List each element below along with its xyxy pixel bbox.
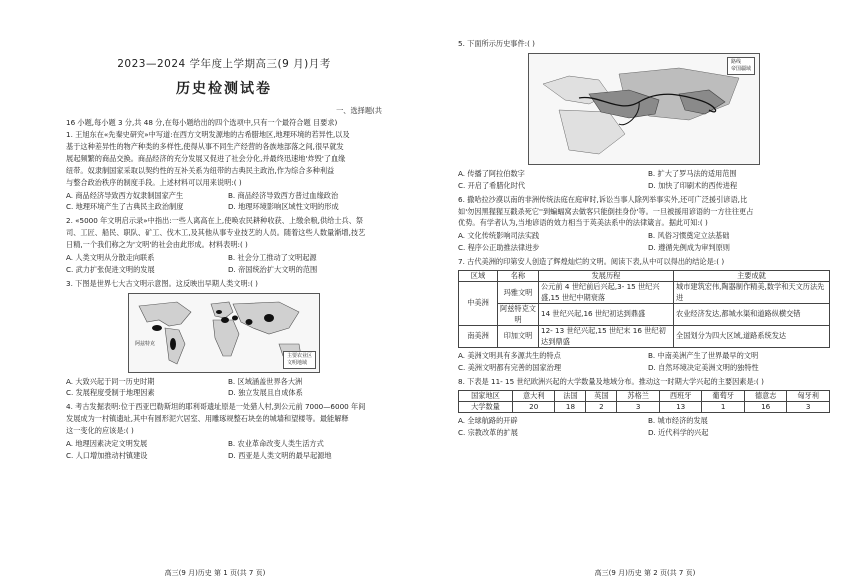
question-7: 7. 古代美洲的印第安人创造了辉煌灿烂的文明。阅读下表,从中可以得出的结论是:( ) 区域 名称 发展历程 主要成就 中美洲 玛雅文明 公元前 4 世纪前后兴起,3- 15 世纪兴盛,15 世纪中期衰落 城市建筑宏伟,陶器制作精美,数学和天文历法先进 阿兹特克文明 14 世纪兴起,16 世纪初达到鼎盛 农业经济发达,都城水渠和道路纵横交错 南美洲 印加文明 12- 13 世纪兴起,15 世纪末 16 世纪初达到鼎盛 全国划分为四大区域,道路系统发达 A. 美洲文明具有多源共生的特点 B. 中南美洲产生了世界最早的文明 C. 美洲文明都有完善的国家治理 D. 自然环境决定美洲文明的独特性 xyxy=(458,256,830,374)
q4-option-c: C. 人口增加推动村镇建设 xyxy=(66,450,148,460)
table-row: 大学数量 20 18 2 3 13 1 16 3 xyxy=(459,402,830,413)
q4-option-a: A. 地理因素决定文明发展 xyxy=(66,438,148,448)
q8-option-c: C. 宗教改革的扩展 xyxy=(458,428,518,438)
section-instructions: 16 小题,每小题 3 分,共 48 分,在每小题给出的四个选项中,只有一个最符合题 目要求) xyxy=(66,118,338,128)
q6-option-b: B. 风俗习惯奠定立法基础 xyxy=(648,231,730,241)
table-row: 南美洲 印加文明 12- 13 世纪兴起,15 世纪末 16 世纪初达到鼎盛 全国划分为四大区域,道路系统发达 xyxy=(459,326,830,348)
route-map-legend: 路线 帝国疆域 xyxy=(727,57,755,75)
q2-option-b: B. 社会分工推动了文明起源 xyxy=(228,252,317,262)
question-5: 5. 下面所示历史事件:( ) 路线 帝国疆域 A. 传播了阿拉伯数字 B. 扩大了罗马法的适用范围 C. 开启了希腊化时代 D. 加快了印刷术的西传进程 xyxy=(458,38,830,192)
table-row: 国家地区 意大利 法国 英国 苏格兰 西班牙 葡萄牙 德意志 匈牙利 xyxy=(459,390,830,401)
america-civilizations-table: 区域 名称 发展历程 主要成就 中美洲 玛雅文明 公元前 4 世纪前后兴起,3- 15 世纪兴盛,15 世纪中期衰落 城市建筑宏伟,陶器制作精美,数学和天文历法先进 阿兹特克文明 14 世纪兴起,16 世纪初达到鼎盛 农业经济发达,都城水渠和道路纵横交错 南美洲 印加文明 12- 13 世纪兴起,15 世纪末 16 世纪初达到鼎盛 全国划分为四大区域,道路系统发达 xyxy=(458,270,830,348)
q6-option-a: A. 文化传统影响司法实践 xyxy=(458,231,540,241)
ancient-civilizations-map xyxy=(128,293,320,373)
q7-option-c: C. 美洲文明都有完善的国家治理 xyxy=(458,362,562,372)
q2-option-c: C. 武力扩张促进文明的发展 xyxy=(66,264,155,274)
q1-option-a: A. 商品经济导致西方奴隶制国家产生 xyxy=(66,190,184,200)
q7-option-a: A. 美洲文明具有多源共生的特点 xyxy=(458,350,561,360)
route-map-graphic xyxy=(529,54,759,164)
q6-option-c: C. 程序公正助推法律进步 xyxy=(458,243,540,253)
question-3: 3. 下图是世界七大古文明示意图。这反映出早期人类文明:( ) 阿兹特克 主要农业区 文明地域 A. 大致兴起于同一历史时期 B. 区域涵盖世界各大洲 C. 发展程度受制于地理因素 D. 独立发展且自成体系 xyxy=(66,278,382,400)
question-1: 1. 王旭东在«先秦史研究»中写道:在西方文明发源地的古希腊地区,地理环境的若异性,以及 基于这种差异性的物产种类的多样性,使得从事不同生产经营的各族地部落之间,很早就发 展起频繁的商品交换。商品经济的充分发展又促进了社会分化,并最终迅速地'炸毁'了血缘 纽带。奴隶制国家采取以契约性的互补关系为纽带的古典民主政治,作为综合多种利益 与整合政治秩序的制度手段。上述材料可以用来说明:( ) A. 商品经济导致西方奴隶制国家产生 B. 商品经济导致西方普过血缘政治 C. 地理环境产生了古典民主政治制度 D. 地理环境影响区域性文明的形成 xyxy=(66,129,382,213)
table-row: 中美洲 玛雅文明 公元前 4 世纪前后兴起,3- 15 世纪兴盛,15 世纪中期衰落 城市建筑宏伟,陶器制作精美,数学和天文历法先进 xyxy=(459,282,830,304)
historical-route-map xyxy=(528,53,760,165)
q4-option-b: B. 农业革命改变人类生活方式 xyxy=(228,438,324,448)
page-footer-1: 高三(9 月)历史 第 1 页(共 7 页) xyxy=(164,569,266,578)
q2-option-a: A. 人类文明从分散走向联系 xyxy=(66,252,155,262)
exam-page-2 xyxy=(430,0,860,588)
q5-option-d: D. 加快了印刷术的西传进程 xyxy=(648,180,738,190)
q2-option-d: D. 帝国统治扩大文明的范围 xyxy=(228,264,318,274)
q7-option-d: D. 自然环境决定美洲文明的独特性 xyxy=(648,362,759,372)
q6-option-d: D. 遵循先例成为审判原则 xyxy=(648,243,730,253)
q7-option-b: B. 中南美洲产生了世界最早的文明 xyxy=(648,350,759,360)
q1-option-c: C. 地理环境产生了古典民主政治制度 xyxy=(66,202,184,212)
q3-option-d: D. 独立发展且自成体系 xyxy=(228,388,303,398)
section-heading: 一、选择题(共 xyxy=(336,106,382,116)
q5-option-c: C. 开启了希腊化时代 xyxy=(458,180,526,190)
q5-option-b: B. 扩大了罗马法的适用范围 xyxy=(648,168,737,178)
map-legend: 主要农业区 文明地域 xyxy=(283,351,316,369)
q8-option-b: B. 城市经济的发展 xyxy=(648,416,708,426)
q3-option-b: B. 区域涵盖世界各大洲 xyxy=(228,376,303,386)
map-label-aztec: 阿兹特克 xyxy=(135,340,156,347)
exam-year-title: 2023—2024 学年度上学期高三(9 月)月考 xyxy=(117,58,331,70)
exam-title: 历史检测试卷 xyxy=(176,81,272,98)
q1-option-d: D. 地理环境影响区域性文明的形成 xyxy=(228,202,339,212)
q1-option-b: B. 商品经济导致西方普过血缘政治 xyxy=(228,190,339,200)
q3-option-a: A. 大致兴起于同一历史时期 xyxy=(66,376,155,386)
q8-option-a: A. 全球航路的开辟 xyxy=(458,416,518,426)
q3-option-c: C. 发展程度受制于地理因素 xyxy=(66,388,155,398)
universities-table xyxy=(458,390,830,414)
q8-option-d: D. 近代科学的兴起 xyxy=(648,428,709,438)
question-6: 6. 撒哈拉沙漠以南的非洲传统法庭在庭审时,诉讼当事人除列举事实外,还可广泛援引谚语,比 如'勿因黑猩猩互戳杀死它''到蝙蝠窝去做客只能倒挂身份'等。一旦被援用谚语的一方往往更占 优势。有学者认为,当地谚语的效力相当于英美法系中的法律箴言。据此可知:( ) A. 文化传统影响司法实践 B. 风俗习惯奠定立法基础 C. 程序公正助推法律进步 D. 遵循先例成为审判原则 xyxy=(458,194,830,254)
question-8: 8. 下表是 11- 15 世纪欧洲兴起的大学数量及地域分布。推动这一时期大学兴起的主要因素是:( ) 国家地区 意大利 法国 英国 苏格兰 西班牙 葡萄牙 德意志 匈牙利 大学数量 20 18 2 3 13 1 16 3 A. 全球航路的开辟 B. 城市经济的发展 C. 宗教改革的扩展 D. 近代科学的兴起 xyxy=(458,376,830,440)
page-footer-2: 高三(9 月)历史 第 2 页(共 7 页) xyxy=(594,569,696,578)
question-2: 2. «5000 年文明启示录»中指出:一些人离高在上,使唤农民耕种收获、上缴余粮,供给士兵、祭 司、工匠、船民、职队、矿工、伐木工,及其他从事专业技艺的人员。随着这些人数量渐增,技艺 日精,一个我们称之为'文明'的社会由此形成。材料表明:( ) A. 人类文明从分散走向联系 B. 社会分工推动了文明起源 C. 武力扩张促进文明的发展 D. 帝国统治扩大文明的范围 xyxy=(66,215,382,275)
q5-option-a: A. 传播了阿拉伯数字 xyxy=(458,168,525,178)
q4-option-d: D. 西亚是人类文明的最早起源地 xyxy=(228,450,332,460)
question-4: 4. 考古发掘表明:位于西亚巴勒斯坦的耶利哥遗址原是一处猎人村,到公元前 7000—6000 年间 发展成为一村镇遗址,其中有圆形泥穴居室、用雕琢规整石块垒的城墙和望楼等。最能解释 这一变化的应该是:( ) A. 地理因素决定文明发展 B. 农业革命改变人类生活方式 C. 人口增加推动村镇建设 D. 西亚是人类文明的最早起源地 xyxy=(66,401,382,461)
table-row: 阿兹特克文明 14 世纪兴起,16 世纪初达到鼎盛 农业经济发达,都城水渠和道路纵横交错 xyxy=(459,304,830,326)
